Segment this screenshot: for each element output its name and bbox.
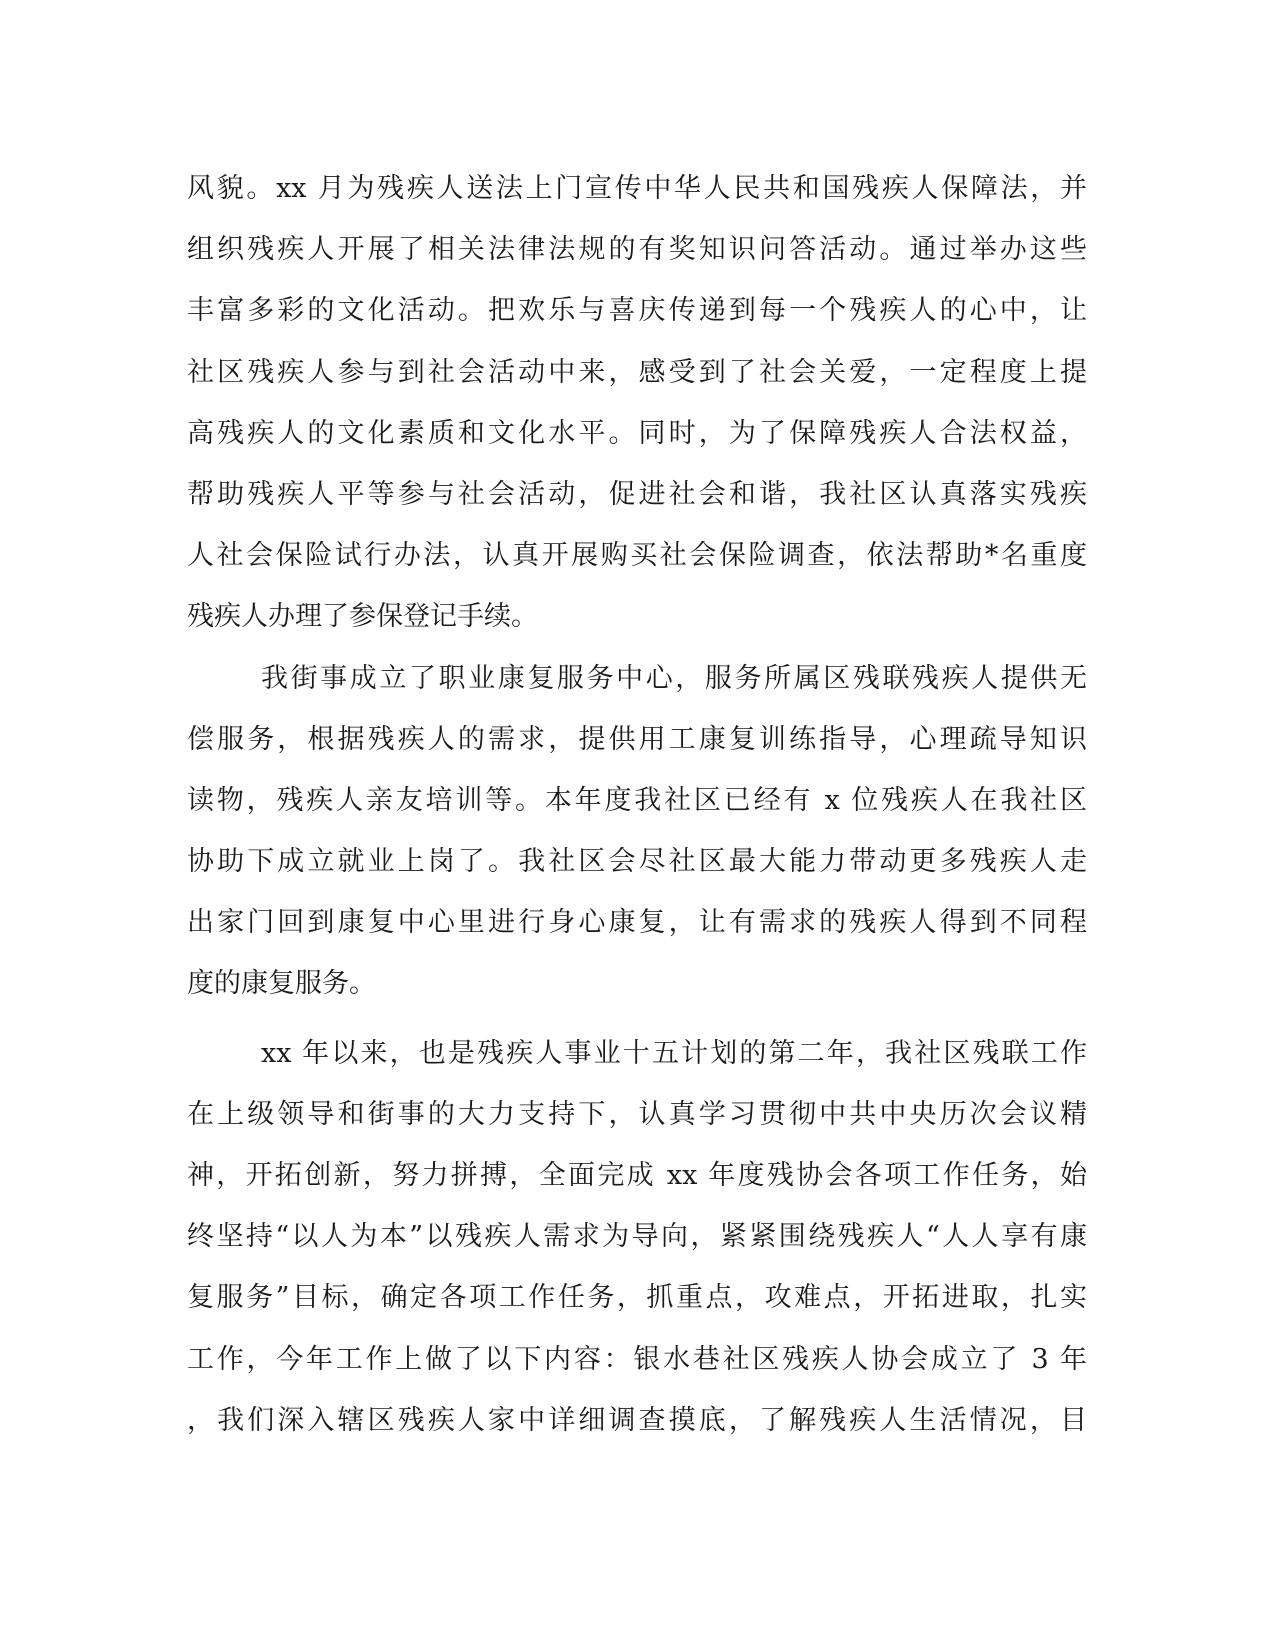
text-line: 出家门回到康复中心里进行身心康复，让有需求的残疾人得到不同程 — [187, 907, 1087, 939]
paragraph — [187, 648, 1087, 1015]
paragraph — [187, 1023, 1087, 1451]
text-line: xx 年以来，也是残疾人事业十五计划的第二年，我社区残联工作 — [261, 1037, 1087, 1069]
text-line: 度的康复服务。 — [187, 968, 376, 1000]
text-line: 神，开拓创新，努力拼搏，全面完成 xx 年度残协会各项工作任务，始 — [187, 1160, 1087, 1191]
text-line: 残疾人办理了参保登记手续。 — [187, 601, 538, 633]
text-line: 偿服务，根据残疾人的需求，提供用工康复训练指导，心理疏导知识 — [187, 723, 1087, 755]
text-line: 帮助残疾人平等参与社会活动，促进社会和谐，我社区认真落实残疾 — [187, 478, 1087, 510]
document-body — [187, 158, 1087, 1451]
text-line: 在上级领导和街事的大力支持下，认真学习贯彻中共中央历次会议精 — [187, 1098, 1087, 1130]
text-line: 丰富多彩的文化活动。把欢乐与喜庆传递到每一个残疾人的心中，让 — [187, 295, 1087, 327]
text-line: 高残疾人的文化素质和文化水平。同时，为了保障残疾人合法权益， — [187, 417, 1087, 449]
text-line: 组织残疾人开展了相关法律法规的有奖知识问答活动。通过举办这些 — [187, 234, 1087, 266]
text-line: 社区残疾人参与到社会活动中来，感受到了社会关爱，一定程度上提 — [187, 356, 1087, 388]
text-line: 风貌。xx 月为残疾人送法上门宣传中华人民共和国残疾人保障法，并 — [187, 173, 1087, 204]
text-line: 工作，今年工作上做了以下内容：银水巷社区残疾人协会成立了 3 年 — [187, 1343, 1087, 1375]
text-line: 人社会保险试行办法，认真开展购买社会保险调查，依法帮助*名重度 — [187, 540, 1087, 572]
paragraph — [187, 158, 1087, 648]
text-line: 读物，残疾人亲友培训等。本年度我社区已经有 x 位残疾人在我社区 — [187, 784, 1087, 816]
text-line: 复服务”目标，确定各项工作任务，抓重点，攻难点，开拓进取，扎实 — [187, 1282, 1087, 1314]
text-line: 终坚持“以人为本”以残疾人需求为导向，紧紧围绕残疾人“人人享有康 — [187, 1221, 1087, 1253]
text-line: 我街事成立了职业康复服务中心，服务所属区残联残疾人提供无 — [261, 662, 1087, 694]
paragraph-gap — [187, 1015, 1087, 1023]
text-line: 协助下成立就业上岗了。我社区会尽社区最大能力带动更多残疾人走 — [187, 846, 1087, 878]
text-line: ，我们深入辖区残疾人家中详细调查摸底，了解残疾人生活情况，目 — [187, 1404, 1087, 1436]
